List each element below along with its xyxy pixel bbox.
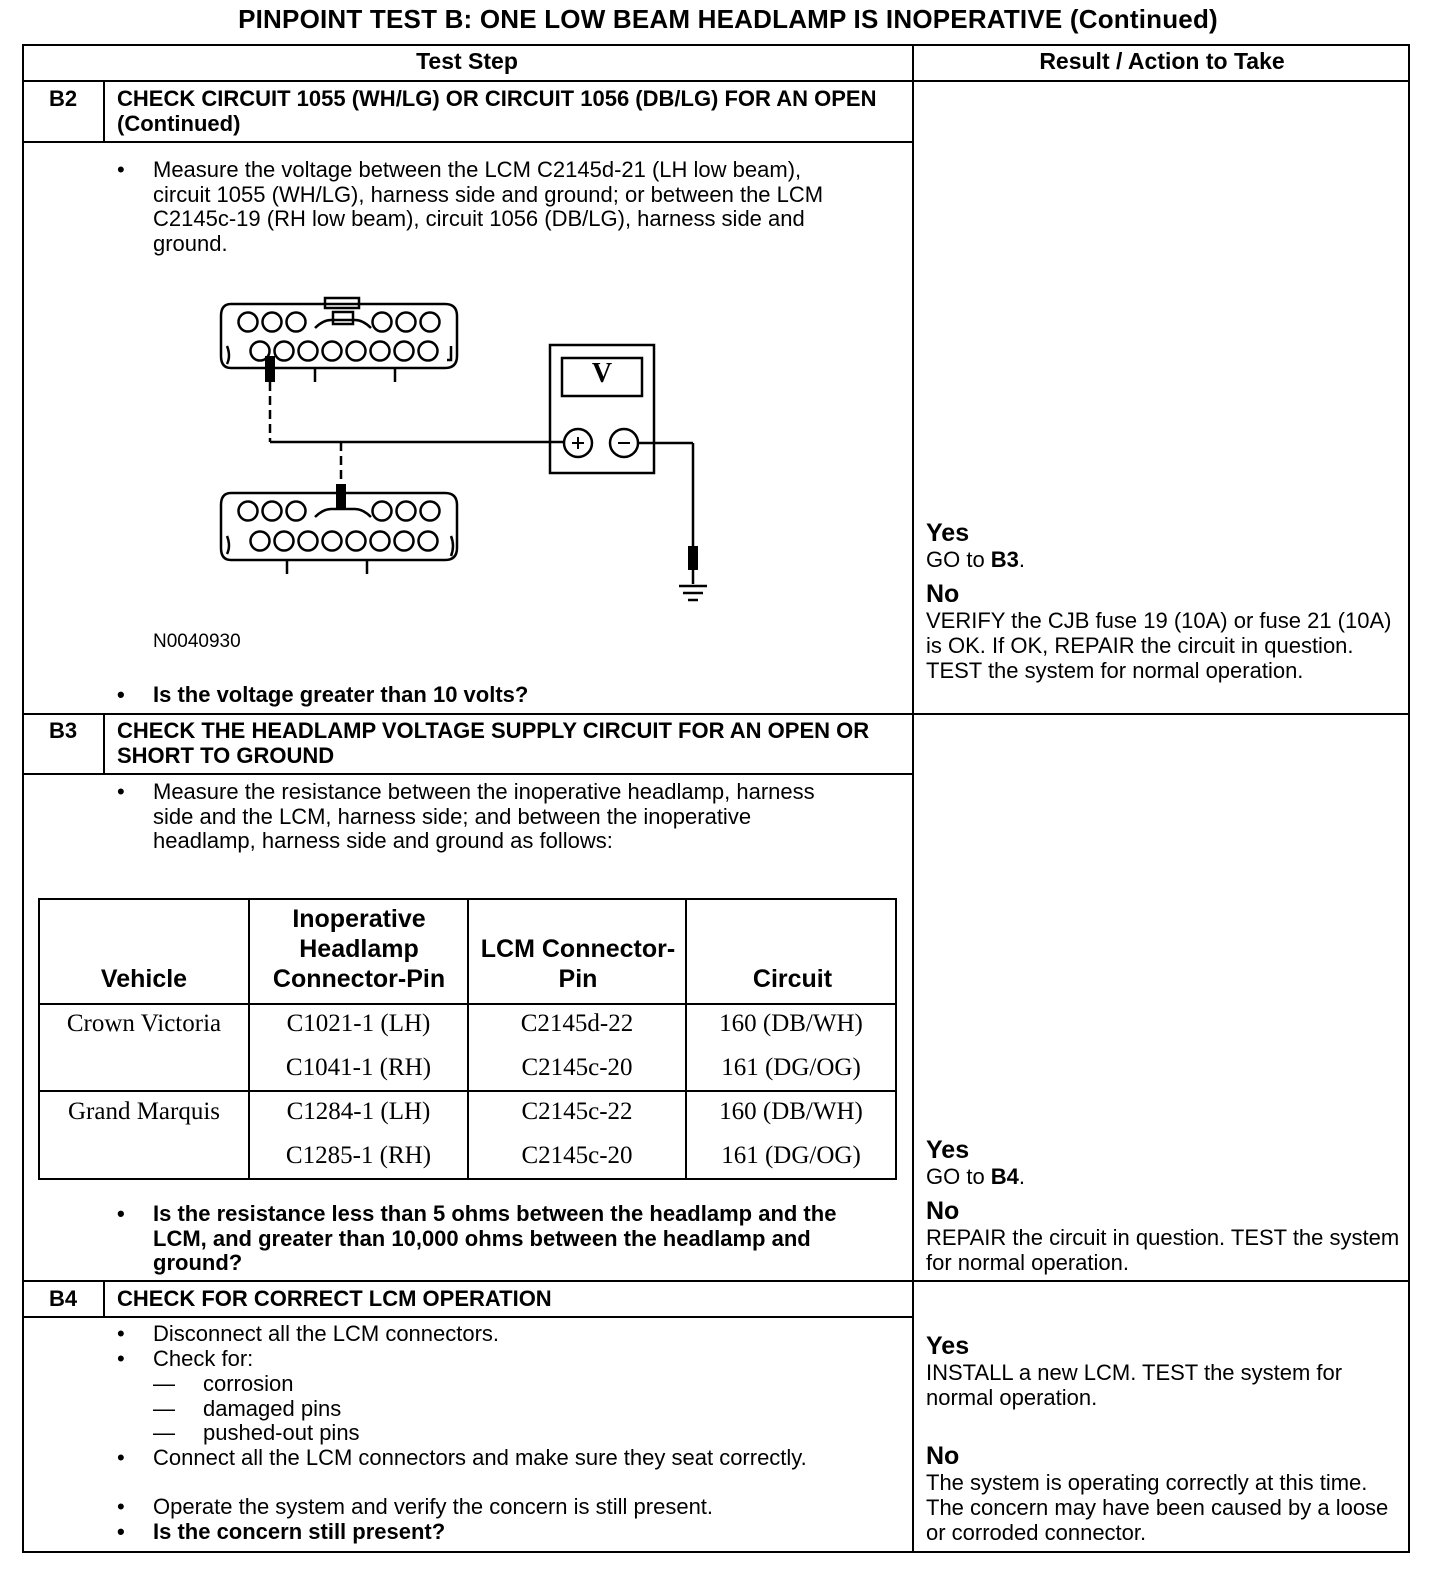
table-cell-lcm-pin: C2145d-22 xyxy=(520,1010,634,1037)
b4-sub-item xyxy=(153,1396,342,1422)
b4-question xyxy=(117,1519,853,1545)
b4-step-check xyxy=(117,1346,853,1372)
table-col-divider xyxy=(248,900,250,1178)
b3-result xyxy=(926,1137,1401,1275)
table-cell-circuit: 160 (DB/WH) xyxy=(719,1098,863,1125)
b3-yes-post: . xyxy=(1018,1164,1026,1189)
b4-question-text: Is the concern still present? xyxy=(153,1519,446,1544)
voltmeter-diagram xyxy=(215,290,715,625)
b3-no-text: REPAIR the circuit in question. TEST the system for normal operation. xyxy=(926,1225,1400,1275)
bullet-icon: • xyxy=(117,1321,125,1346)
table-col-headlamp-pin: Inoperative Headlamp Connector-Pin xyxy=(272,905,446,993)
b2-yes-text: GO to xyxy=(926,547,991,572)
dash-icon: — xyxy=(153,1371,175,1396)
voltmeter-label: V xyxy=(591,358,613,389)
b4-yes-text: INSTALL a new LCM. TEST the system for normal operation. xyxy=(926,1360,1343,1410)
b2-instruction xyxy=(117,157,833,256)
bullet-icon: • xyxy=(117,1201,125,1226)
table-cell-headlamp-pin: C1285-1 (RH) xyxy=(285,1142,432,1169)
step-title-rule xyxy=(22,1316,913,1318)
dash-icon: — xyxy=(153,1396,175,1421)
step-rule xyxy=(22,713,1410,715)
b4-yes-label: Yes xyxy=(926,1332,970,1360)
table-cell-lcm-pin: C2145c-20 xyxy=(521,1142,633,1169)
b4-result-no xyxy=(926,1443,1401,1545)
step-id-b3: B3 xyxy=(48,718,78,743)
b4-step-operate xyxy=(117,1494,853,1520)
header-rule xyxy=(22,80,1410,82)
step-title-rule xyxy=(22,773,913,775)
b3-question xyxy=(117,1201,873,1276)
connector-voltmeter-illustration xyxy=(215,290,715,620)
b2-no-text: VERIFY the CJB fuse 19 (10A) or fuse 21 (10A) is OK. If OK, REPAIR the circuit in question. TEST the system for normal operation. xyxy=(926,608,1392,683)
step-title-b2: CHECK CIRCUIT 1055 (WH/LG) OR CIRCUIT 1056 (DB/LG) FOR AN OPEN (Continued) xyxy=(117,86,877,136)
table-col-divider xyxy=(685,900,687,1178)
table-cell-headlamp-pin: C1041-1 (RH) xyxy=(285,1054,432,1081)
table-row-rule xyxy=(40,1090,895,1092)
b2-no-label: No xyxy=(926,580,960,608)
b4-result-yes xyxy=(926,1333,1401,1410)
resistance-table xyxy=(38,898,897,1180)
table-cell-lcm-pin: C2145c-22 xyxy=(521,1098,633,1125)
bullet-icon: • xyxy=(117,779,125,804)
b4-sub-text: pushed-out pins xyxy=(203,1420,360,1445)
table-cell-headlamp-pin: C1284-1 (LH) xyxy=(286,1098,431,1125)
table-cell-circuit: 161 (DG/OG) xyxy=(721,1142,861,1169)
bullet-icon: • xyxy=(117,1445,125,1470)
bullet-icon: • xyxy=(117,1346,125,1371)
b3-question-text: Is the resistance less than 5 ohms between the headlamp and the LCM, and greater than 10,000 ohms between the headlamp and ground? xyxy=(153,1201,837,1275)
table-col-circuit: Circuit xyxy=(752,965,833,993)
b4-sub-item xyxy=(153,1420,360,1446)
table-cell-circuit: 160 (DB/WH) xyxy=(719,1010,863,1037)
page-title: PINPOINT TEST B: ONE LOW BEAM HEADLAMP IS INOPERATIVE (Continued) xyxy=(238,4,1218,34)
step-title-b3: CHECK THE HEADLAMP VOLTAGE SUPPLY CIRCUIT FOR AN OPEN OR SHORT TO GROUND xyxy=(117,718,870,768)
table-cell-headlamp-pin: C1021-1 (LH) xyxy=(286,1010,431,1037)
b3-instruction xyxy=(117,779,833,854)
table-cell-vehicle: Crown Victoria xyxy=(66,1010,222,1037)
step-title-b4: CHECK FOR CORRECT LCM OPERATION xyxy=(117,1286,552,1311)
table-cell-lcm-pin: C2145c-20 xyxy=(521,1054,633,1081)
b2-question-text: Is the voltage greater than 10 volts? xyxy=(153,682,529,707)
table-header-rule xyxy=(40,1003,895,1005)
b3-instruction-text: Measure the resistance between the inoperative headlamp, harness side and the LCM, harness side; and between the inoperative headlamp, harness side and ground as follows: xyxy=(153,779,815,853)
b4-no-label: No xyxy=(926,1442,960,1470)
bullet-icon: • xyxy=(117,1494,125,1519)
b4-step-disconnect xyxy=(117,1321,853,1347)
b4-step-text: Operate the system and verify the concern is still present. xyxy=(153,1494,714,1519)
b3-yes-text: GO to xyxy=(926,1164,991,1189)
b2-result xyxy=(926,520,1401,683)
step-id-b4: B4 xyxy=(48,1286,78,1311)
dash-icon: — xyxy=(153,1420,175,1445)
b4-sub-text: damaged pins xyxy=(203,1396,342,1421)
b2-yes-label: Yes xyxy=(926,519,970,547)
b2-question xyxy=(117,682,873,708)
table-cell-vehicle: Grand Marquis xyxy=(67,1098,221,1125)
b4-step-text: Disconnect all the LCM connectors. xyxy=(153,1321,500,1346)
table-col-vehicle: Vehicle xyxy=(100,965,188,993)
b2-yes-post: . xyxy=(1018,547,1026,572)
bullet-icon: • xyxy=(117,157,125,182)
b4-sub-text: corrosion xyxy=(203,1371,294,1396)
b4-step-text: Connect all the LCM connectors and make sure they seat correctly. xyxy=(153,1445,807,1470)
header-result: Result / Action to Take xyxy=(1039,48,1285,74)
table-col-divider xyxy=(467,900,469,1178)
bullet-icon: • xyxy=(117,1519,125,1544)
b4-step-connect xyxy=(117,1445,833,1471)
step-title-rule xyxy=(22,141,913,143)
b3-yes-label: Yes xyxy=(926,1136,970,1164)
column-divider xyxy=(912,44,914,1553)
table-col-lcm-pin: LCM Connector-Pin xyxy=(480,935,676,993)
b4-no-text: The system is operating correctly at this time. The concern may have been caused by a loose or corroded connector. xyxy=(926,1470,1389,1545)
table-cell-circuit: 161 (DG/OG) xyxy=(721,1054,861,1081)
step-rule xyxy=(22,1280,1410,1282)
step-id-b2: B2 xyxy=(48,86,78,111)
b3-no-label: No xyxy=(926,1197,960,1225)
b4-step-text: Check for: xyxy=(153,1346,254,1371)
b2-yes-target: B3 xyxy=(990,547,1019,572)
header-test-step: Test Step xyxy=(416,48,518,74)
b4-sub-item xyxy=(153,1371,294,1397)
bullet-icon: • xyxy=(117,682,125,707)
b3-yes-target: B4 xyxy=(990,1164,1019,1189)
figure-id: N0040930 xyxy=(153,631,241,652)
b2-instruction-text: Measure the voltage between the LCM C2145d-21 (LH low beam), circuit 1055 (WH/LG), harness side and ground; or between the LCM C2145c-19 (RH low beam), circuit 1056 (DB/LG), harness side and ground. xyxy=(153,157,824,256)
